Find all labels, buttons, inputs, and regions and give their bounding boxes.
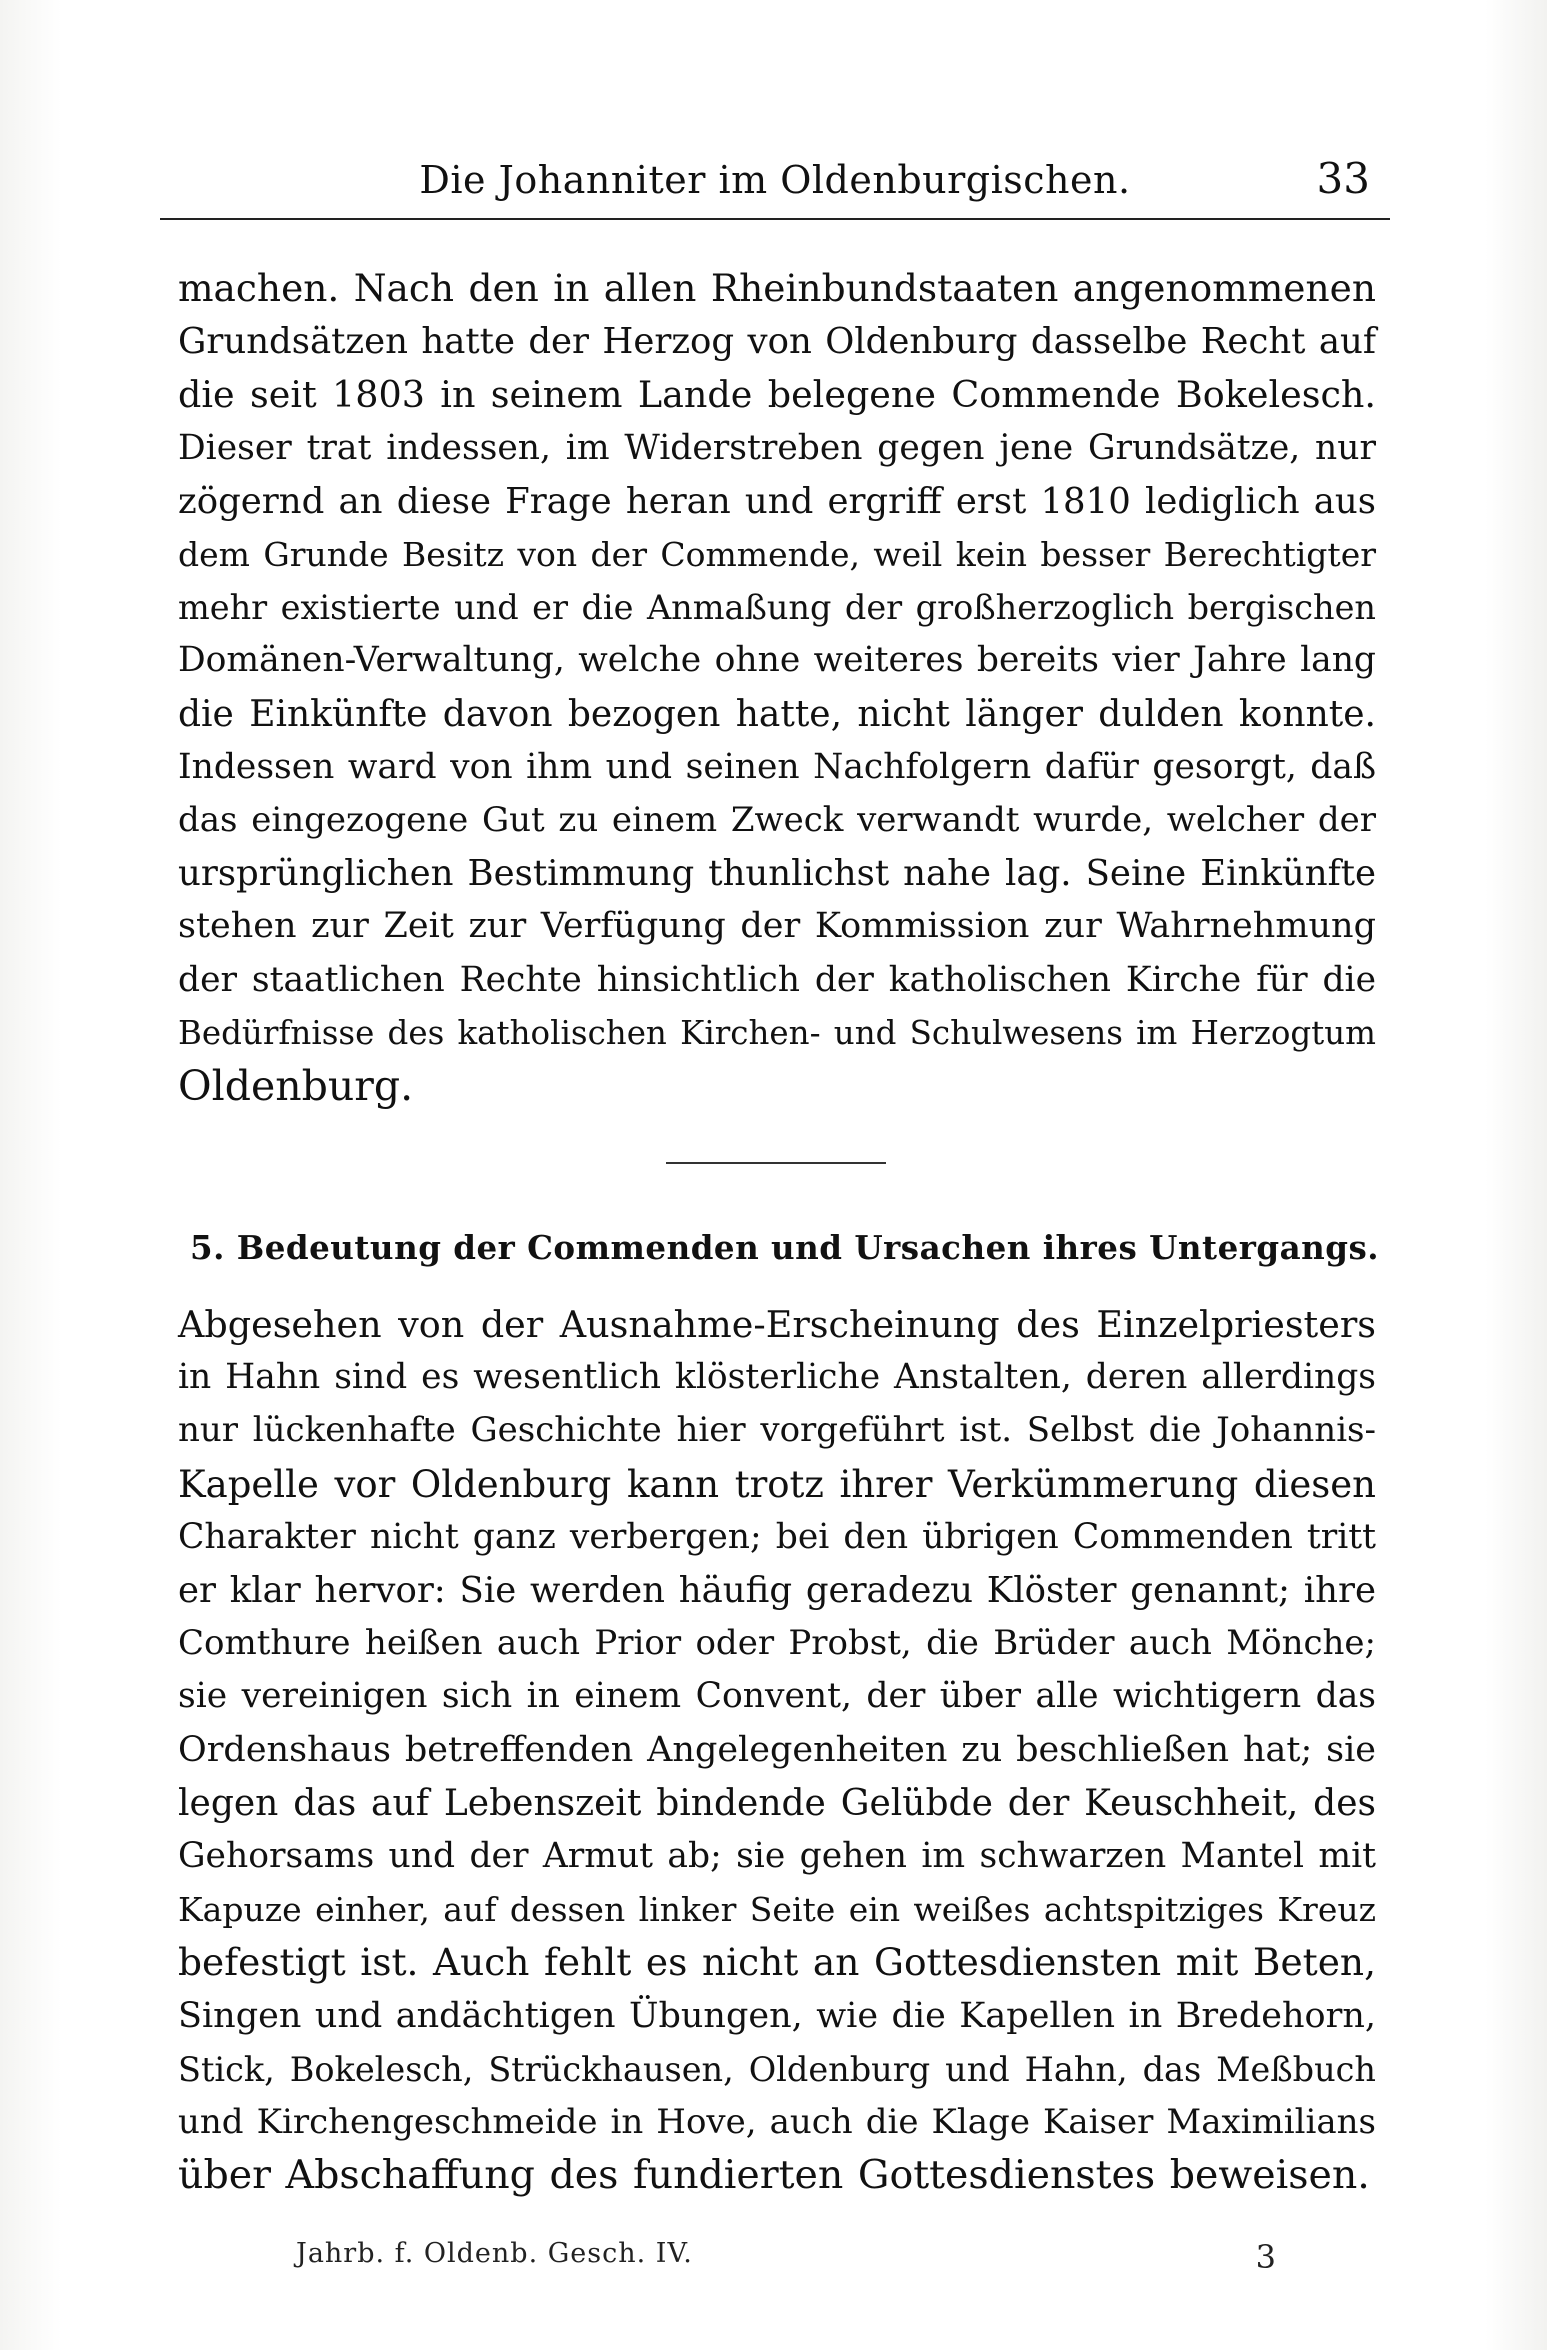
text-line: dem Grunde Besitz von der Commende, weil kein besser Berechtigter [178, 535, 1376, 575]
text-line: über Abschaffung des fundierten Gottesdienstes beweisen. [178, 2152, 1370, 2199]
footer-sheet-number: 3 [1255, 2238, 1276, 2276]
text-line: mehr existierte und er die Anmaßung der großherzoglich bergischen [178, 588, 1376, 628]
text-line: legen das auf Lebenszeit bindende Gelübde der Keuschheit, des [178, 1782, 1376, 1824]
text-line: stehen zur Zeit zur Verfügung der Kommission zur Wahrnehmung [178, 906, 1376, 947]
text-line: zögernd an diese Frage heran und ergriff erst 1810 lediglich aus [178, 480, 1376, 522]
text-line: die seit 1803 in seinem Lande belegene Commende Bokelesch. [178, 373, 1376, 417]
page-footer [296, 2238, 1276, 2278]
text-line: das eingezogene Gut zu einem Zweck verwandt wurde, welcher der [178, 800, 1376, 841]
text-line: und Kirchengeschmeide in Hove, auch die Klage Kaiser Maximilians [178, 2102, 1376, 2143]
text-line: Charakter nicht ganz verbergen; bei den übrigen Commenden tritt [178, 1516, 1376, 1557]
page-number: 33 [1316, 154, 1370, 203]
header-rule [160, 218, 1390, 220]
text-line: Bedürfnisse des katholischen Kirchen- und Schulwesens im Herzogtum [178, 1013, 1376, 1052]
text-line: nur lückenhafte Geschichte hier vorgeführt ist. Selbst die Johannis- [178, 1410, 1376, 1451]
running-title: Die Johanniter im Oldenburgischen. [419, 158, 1131, 202]
text-line: ursprünglichen Bestimmung thunlichst nahe lag. Seine Einkünfte [178, 853, 1376, 895]
paragraph-continuation [178, 262, 1376, 1113]
text-line: in Hahn sind es wesentlich klösterliche Anstalten, deren allerdings [178, 1357, 1376, 1398]
text-line: Kapelle vor Oldenburg kann trotz ihrer Verkümmerung diesen [178, 1462, 1376, 1506]
text-line: Abgesehen von der Ausnahme-Erscheinung des Einzelpriesters [178, 1303, 1376, 1346]
text-line: Oldenburg. [178, 1062, 414, 1111]
text-line: Comthure heißen auch Prior oder Probst, die Brüder auch Mönche; [178, 1623, 1376, 1664]
section-separator [666, 1162, 886, 1164]
text-line: die Einkünfte davon bezogen hatte, nicht länger dulden konnte. [178, 693, 1376, 735]
text-line: Dieser trat indessen, im Widerstreben gegen jene Grundsätze, nur [178, 427, 1376, 468]
text-line: der staatlichen Rechte hinsichtlich der katholischen Kirche für die [178, 959, 1376, 1000]
paragraph-section-5 [178, 1298, 1376, 2202]
text-line: sie vereinigen sich in einem Convent, der über alle wichtigern das [178, 1676, 1376, 1717]
text-line: Ordenshaus betreffenden Angelegenheiten zu beschließen hat; sie [178, 1729, 1376, 1770]
section-heading: 5. Bedeutung der Commenden und Ursachen ihres Untergangs. [190, 1228, 1380, 1267]
text-line: Grundsätzen hatte der Herzog von Oldenburg dasselbe Recht auf [178, 321, 1376, 363]
text-line: befestigt ist. Auch fehlt es nicht an Gottesdiensten mit Beten, [178, 1940, 1376, 1985]
text-line: Domänen-Verwaltung, welche ohne weiteres bereits vier Jahre lang [178, 640, 1376, 681]
text-line: Gehorsams und der Armut ab; sie gehen im schwarzen Mantel mit [178, 1836, 1376, 1877]
text-line: Indessen ward von ihm und seinen Nachfolgern dafür gesorgt, daß [178, 746, 1376, 787]
text-line: Stick, Bokelesch, Strückhausen, Oldenburg und Hahn, das Meßbuch [178, 2049, 1376, 2089]
running-header [160, 148, 1390, 208]
text-line: er klar hervor: Sie werden häufig geradezu Klöster genannt; ihre [178, 1570, 1376, 1612]
text-line: Singen und andächtigen Übungen, wie die Kapellen in Bredehorn, [178, 1995, 1376, 2036]
footer-signature: Jahrb. f. Oldenb. Gesch. IV. [296, 2238, 693, 2269]
text-line: Kapuze einher, auf dessen linker Seite ein weißes achtspitziges Kreuz [178, 1890, 1376, 1930]
text-line: machen. Nach den in allen Rheinbundstaaten angenommenen [178, 266, 1376, 310]
